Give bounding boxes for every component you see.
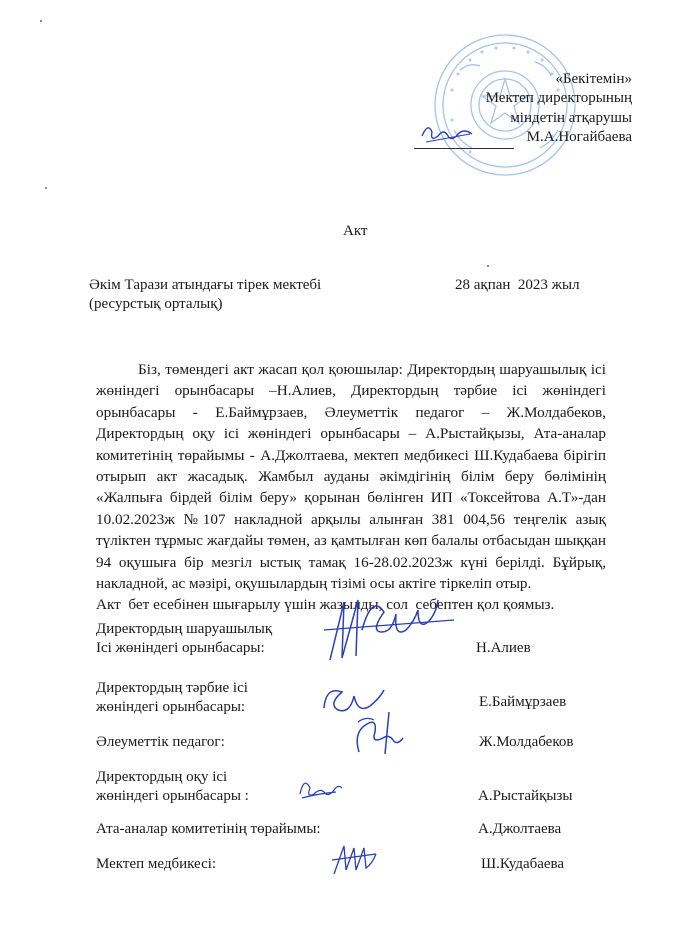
signatory-role: Директордың оқу ісі bbox=[96, 769, 228, 785]
signatory-role: Директордың шаруашылық bbox=[96, 621, 273, 637]
scan-speck bbox=[40, 20, 42, 22]
approval-line2: міндетін атқарушы bbox=[510, 110, 632, 126]
act-body bbox=[96, 359, 606, 616]
school-name: Әкім Тарази атындағы тірек мектебі bbox=[89, 277, 322, 293]
act-closing: Акт бет есебінен шығарылу үшін жазылды, сол себептен қол қоямыз. bbox=[96, 596, 555, 614]
approval-line1: Мектеп директорының bbox=[485, 90, 632, 106]
signatory-role: жөніндегі орынбасары: bbox=[96, 699, 246, 715]
signature-kudabaeva-icon bbox=[330, 840, 380, 878]
signatory-role: Ата-аналар комитетінің төрайымы: bbox=[96, 821, 321, 837]
document-date: 28 ақпан 2023 жыл bbox=[455, 277, 580, 293]
signature-moldabekov-icon bbox=[345, 702, 415, 757]
signature-aliev-icon bbox=[322, 590, 462, 665]
scan-speck bbox=[487, 265, 489, 267]
signatory-role: Ісі жөніндегі орынбасары: bbox=[96, 640, 265, 656]
signatory-role: Мектеп медбикесі: bbox=[96, 856, 217, 872]
scan-speck bbox=[45, 187, 47, 189]
document-title: Акт bbox=[343, 223, 368, 239]
signature-rystaikyzy-icon bbox=[296, 770, 346, 802]
approver-name: М.А.Ногайбаева bbox=[526, 129, 632, 145]
signatory-name: Ж.Молдабеков bbox=[479, 734, 574, 750]
signatory-name: Н.Алиев bbox=[476, 640, 531, 656]
signatory-name: А.Джолтаева bbox=[478, 821, 562, 837]
signatory-role: Әлеуметтік педагог: bbox=[96, 734, 225, 750]
approver-signature-icon bbox=[418, 118, 478, 148]
signatory-name: Ш.Кудабаева bbox=[481, 856, 565, 872]
approval-signature-line bbox=[414, 148, 514, 149]
signatory-role: Директордың тәрбие ісі bbox=[96, 680, 248, 696]
signatory-role: жөніндегі орынбасары : bbox=[96, 788, 249, 804]
signatory-name: А.Рыстайқызы bbox=[478, 788, 573, 804]
act-paragraph: Біз, төмендегі акт жасап қол қоюшылар: Директордың шаруашылық ісі жөніндегі орынбасары –Н.Алиев, Директордың тәрбие ісі жөніндегі орынбасары - Е.Баймұрзаев, Әлеуметтік педагог – Ж.Молдабеков, Директордың оқу ісі жөніндегі орынбасары – А.Рыстайқызы, Ата-аналар комитетінің төрайымы - А.Джолтаева, мектеп медбикесі Ш.Кудабаева бірігіп отырып акт жасадық. Жамбыл ауданы әкімдігінің білім беру бөлімінің «Жалпыға бірдей білім беру» қорынан бөлінген ИП «Токсейтова А.Т»-дан 10.02.2023ж №107 накладной арқылы алынған 381 004,56 теңгелік азық түліктен тұрмыс жағдайы төмен, аз қамтылған көп балалы отбасыдан шыққан 94 оқушыға бір мезгіл ыстық тамақ 16-28.02.2023ж күні берілді. Бұйрық, накладной, ас мәзірі, оқушылардың тізімі осы актіге тіркеліп отыр. bbox=[96, 361, 606, 593]
school-subtitle: (ресурстық орталық) bbox=[89, 296, 223, 312]
signatory-name: Е.Баймұрзаев bbox=[479, 694, 567, 710]
approval-label: «Бекітемін» bbox=[555, 71, 632, 87]
